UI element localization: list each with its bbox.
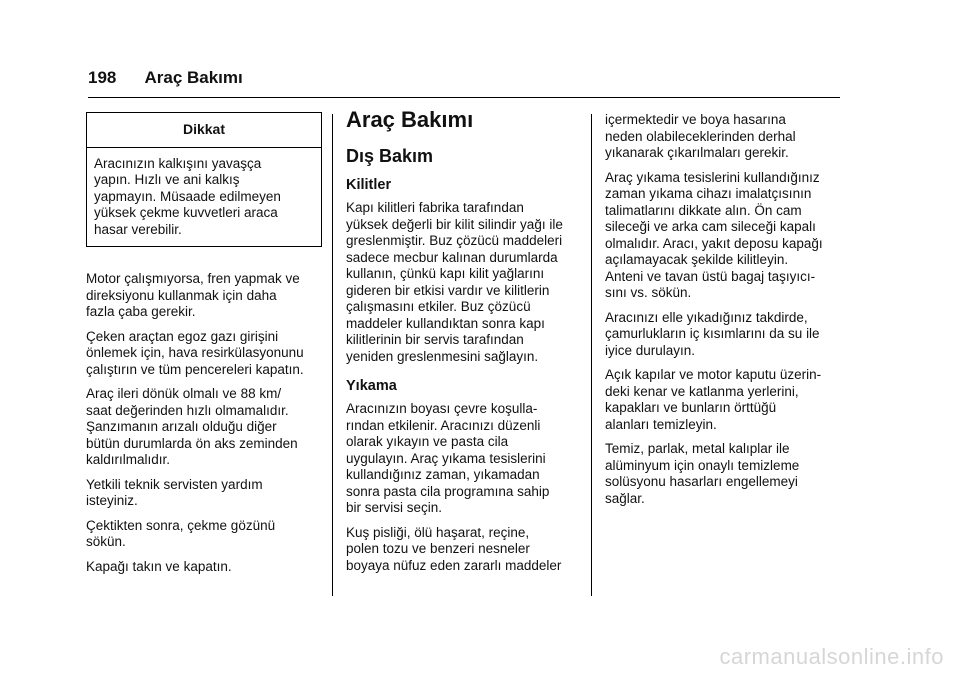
caution-title: Dikkat [87,121,321,148]
section-heading: Dış Bakım [346,146,434,166]
section-title: Araç Bakımı [144,68,243,87]
caution-box [86,112,322,247]
right-column [605,112,841,515]
subsection-heading-washing: Yıkama [346,378,397,394]
column-divider [332,114,333,596]
paragraph: Kuş pisliği, ölü haşarat, reçine, polen tozu ve benzeri nesneler boyaya nüfuz eden zararlı maddeler [346,524,562,573]
paragraph: Aracınızı elle yıkadığınız takdirde, çamurlukların iç kısımlarını da su ile iyice durulayın. [605,309,820,358]
paragraph: Kapağı takın ve kapatın. [86,558,232,574]
paragraph: Açık kapılar ve motor kaputu üzerin- deki kenar ve katlanma yerlerini, kapakları ve bunların örttüğü alanları temizleyin. [605,367,822,432]
paragraph: Motor çalışmıyorsa, fren yapmak ve direksiyonu kullanmak için daha fazla çaba gerekir. [86,271,300,319]
watermark: carmanualsonline.info [719,644,944,669]
paragraph: Araç yıkama tesislerini kullandığınız zaman yıkama cihazı imalatçısının talimatlarını dikkate alın. Ön cam sileceği ve arka cam sileceği kapalı olmalıdır. Aracı, yakıt deposu kapağı açılamayacak şekilde kilitleyin. Anteni ve tavan üstü bagaj taşıyıcı- sını vs. sökün. [605,169,823,300]
paragraph: Yetkili teknik servisten yardım isteyiniz. [86,476,263,508]
paragraph: içermektedir ve boya hasarına neden olabileceklerinden derhal yıkanarak çıkarılmaları gerekir. [605,112,796,160]
paragraph: Kapı kilitleri fabrika tarafından yüksek değerli bir kilit silindir yağı ile greslenmiştir. Buz çözücü maddeleri sadece mecbur kalınan durumlarda kullanın, çünkü kapı kilit yağlarını gideren bir etkisi vardır ve kilitlerin çalışmasını etkiler. Buz çözücü maddeler kullandıktan sonra kapı kilitlerinin bir servis tarafından yeniden greslenmesini sağlayın. [346,200,563,364]
page-header [88,68,243,88]
caution-text: Aracınızın kalkışını yavaşça yapın. Hızlı ve ani kalkış yapmayın. Müsaade edilmeyen yüksek çekme kuvvetleri araca hasar verebilir. [94,155,281,237]
header-rule [88,97,840,98]
chapter-heading: Araç Bakımı [346,107,474,132]
paragraph: Temiz, parlak, metal kalıplar ile alüminyum için onaylı temizleme solüsyonu hasarları engellemeyi sağlar. [605,441,800,506]
paragraph: Çektikten sonra, çekme gözünü sökün. [86,517,276,549]
left-column [86,112,322,583]
paragraph: Çeken araçtan egoz gazı girişini önlemek için, hava resirkülasyonunu çalıştırın ve tüm pencereleri kapatın. [86,328,304,377]
middle-column [346,108,582,582]
subsection-heading-locks: Kilitler [346,177,392,193]
paragraph: Aracınızın boyası çevre koşulla- rından etkilenir. Aracınızı düzenli olarak yıkayın ve pasta cila uygulayın. Araç yıkama tesislerini kullandığınız zaman, yıkamadan sonra pasta cila programına sahip bir servisi seçin. [346,401,550,515]
column-divider [591,114,592,596]
paragraph: Araç ileri dönük olmalı ve 88 km/ saat değerinden hızlı olmamalıdır. Şanzımanın arızalı olduğu diğer bütün durumlarda ön aks zeminden kaldırılmalıdır. [86,386,298,467]
page-number: 198 [88,68,117,87]
